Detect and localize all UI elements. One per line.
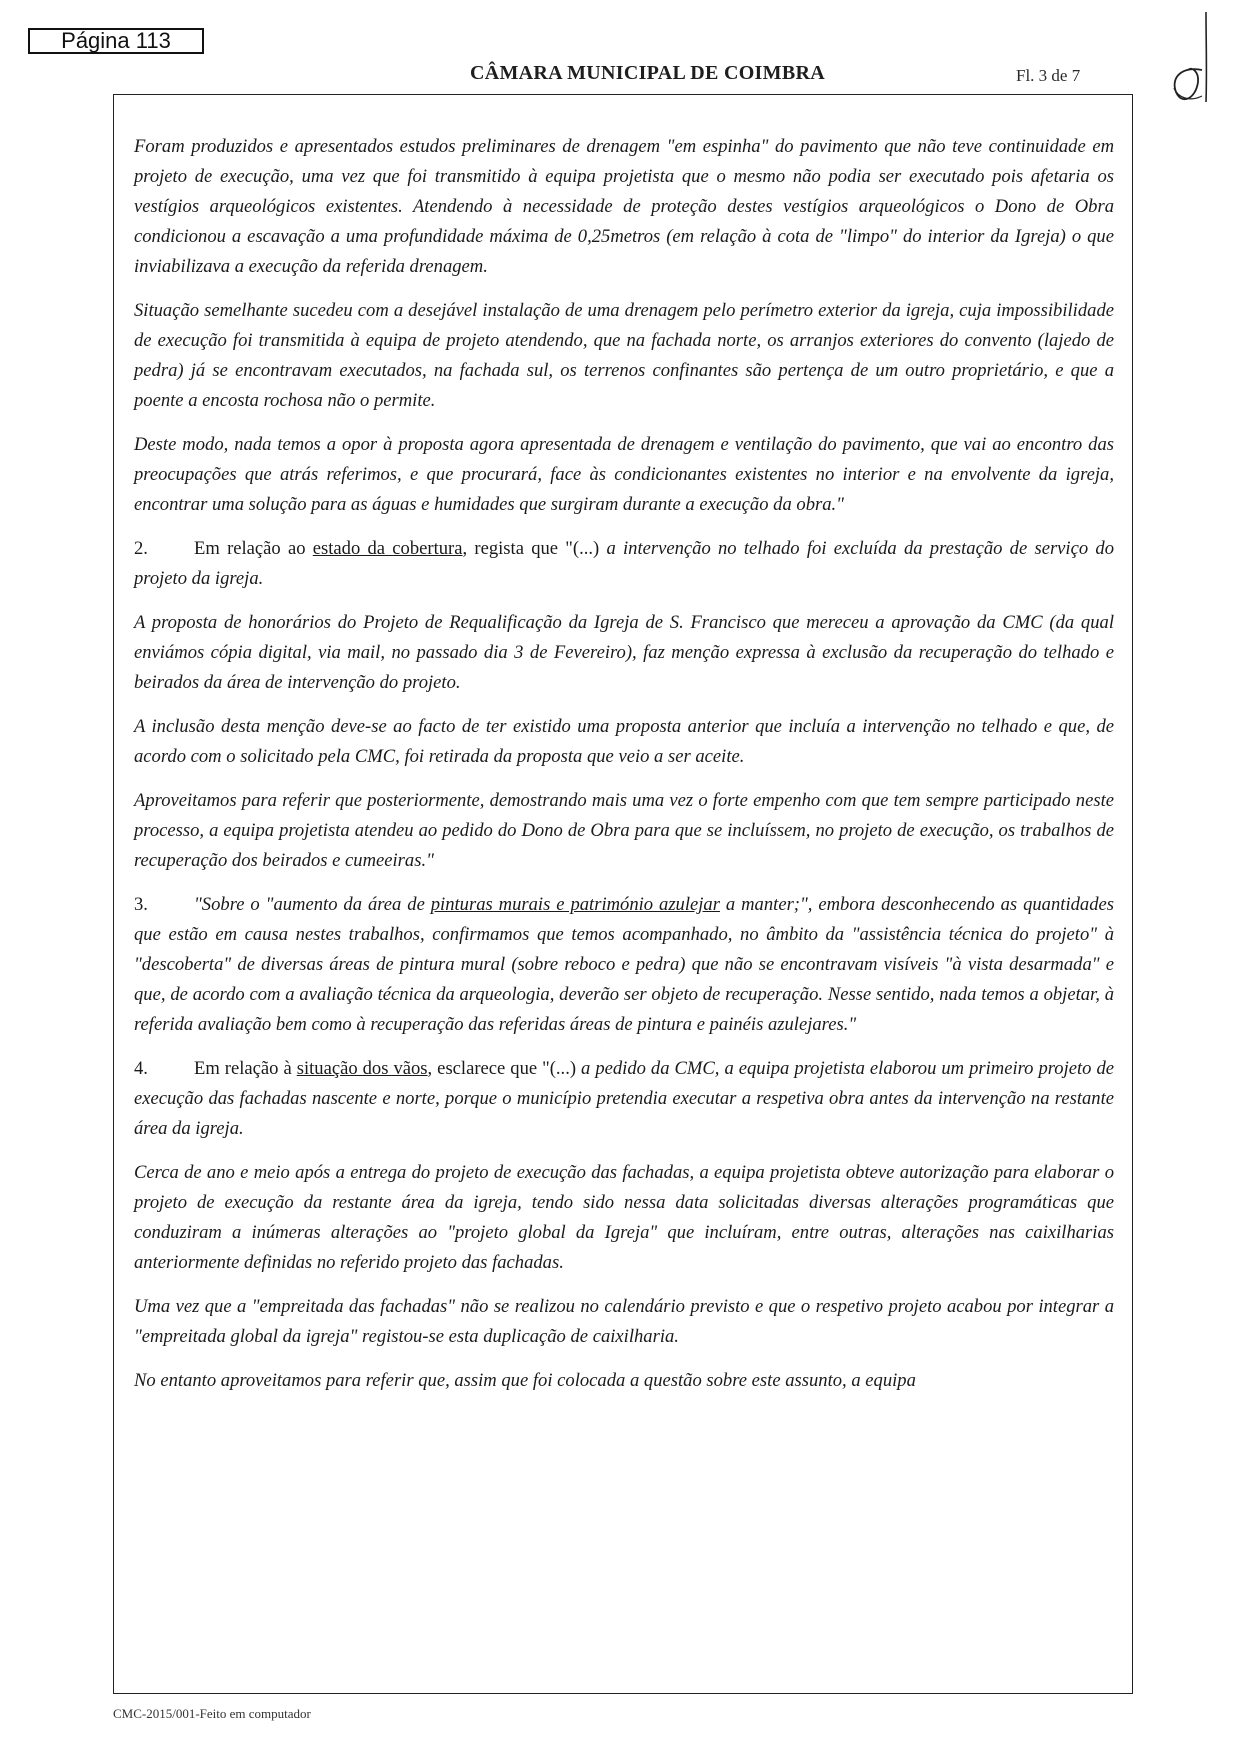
paragraph: No entanto aproveitamos para referir que, assim que foi colocada a questão sobre este assunto, a equipa — [134, 1370, 916, 1391]
paragraph: Uma vez que a "empreitada das fachadas" não se realizou no calendário previsto e que o respetivo projeto acabou por integrar a "empreitada global da igreja" registou-se esta duplicação de caixilharia. — [134, 1296, 1114, 1347]
item-number: 4. — [134, 1058, 148, 1079]
page-number-label: Página 113 — [28, 28, 204, 54]
paragraph: Foram produzidos e apresentados estudos preliminares de drenagem "em espinha" do pavimento que não teve continuidade em projeto de execução, uma vez que foi transmitido à equipa projetista que o mesmo não podia ser executado pois afetaria os vestígios arqueológicos existentes. Atendendo à necessidade de proteção destes vestígios arqueológicos o Dono de Obra condicionou a escavação a uma profundidade máxima de 0,25metros (em relação à cota de "limpo" do interior da Igreja) o que inviabilizava a execução da referida drenagem. — [134, 136, 1114, 277]
document-body — [134, 132, 1114, 1410]
paragraph: Deste modo, nada temos a opor à proposta agora apresentada de drenagem e ventilação do pavimento, que vai ao encontro das preocupações que atrás referimos, e que procurará, face às condicionantes existentes no interior e na envolvente da igreja, encontrar uma solução para as águas e humidades que surgiram durante a execução da obra." — [134, 434, 1114, 515]
footer-reference: CMC-2015/001-Feito em computador — [113, 1706, 311, 1721]
underlined-topic: estado da cobertura — [312, 538, 463, 559]
item-number: 3. — [134, 894, 148, 915]
item-number: 2. — [134, 538, 148, 559]
paragraph: A inclusão desta menção deve-se ao facto de ter existido uma proposta anterior que incluía a intervenção no telhado e que, de acordo com o solicitado pela CMC, foi retirada da proposta que veio a ser aceite. — [134, 716, 1114, 767]
paragraph: Situação semelhante sucedeu com a desejável instalação de uma drenagem pelo perímetro exterior da igreja, cuja impossibilidade de execução foi transmitida à equipa de projeto atendendo, que na fachada norte, os arranjos exteriores do convento (lajedo de pedra) já se encontravam executados, na fachada sul, os terrenos confinantes são pertença de um outro proprietário, e que a poente a encosta rochosa não o permite. — [134, 300, 1114, 411]
underlined-topic: situação dos vãos — [296, 1058, 428, 1079]
paragraph: A proposta de honorários do Projeto de Requalificação da Igreja de S. Francisco que mereceu a aprovação da CMC (da qual enviámos cópia digital, via mail, no passado dia 3 de Fevereiro), faz menção expressa à exclusão da recuperação do telhado e beirados da área de intervenção do projeto. — [134, 612, 1114, 693]
underlined-topic: pinturas murais e património azulejar — [430, 894, 720, 915]
paragraph: Aproveitamos para referir que posteriormente, demostrando mais uma vez o forte empenho com que tem sempre participado neste processo, a equipa projetista atendeu ao pedido do Dono de Obra para que se incluíssem, no projeto de execução, os trabalhos de recuperação dos beirados e cumeeiras." — [134, 790, 1114, 871]
numbered-item-2: 2. Em relação ao estado da cobertura, regista que "(...) a intervenção no telhado foi excluída da prestação de serviço do projeto da igreja. — [134, 534, 1114, 594]
numbered-item-4: 4. Em relação à situação dos vãos, esclarece que "(...) a pedido da CMC, a equipa projetista elaborou um primeiro projeto de execução das fachadas nascente e norte, porque o município pretendia executar a respetiva obra antes da intervenção na restante área da igreja. — [134, 1054, 1114, 1144]
paragraph: Cerca de ano e meio após a entrega do projeto de execução das fachadas, a equipa projetista obteve autorização para elaborar o projeto de execução da restante área da igreja, tendo sido nessa data solicitadas diversas alterações programáticas que conduziram a inúmeras alterações ao "projeto global da Igreja" que incluíram, entre outras, alterações nas caixilharias anteriormente definidas no referido projeto das fachadas. — [134, 1162, 1114, 1273]
document-header-title: CÂMARA MUNICIPAL DE COIMBRA — [470, 62, 825, 84]
folio-number: Fl. 3 de 7 — [1016, 66, 1081, 85]
numbered-item-3: 3. "Sobre o "aumento da área de pinturas murais e património azulejar a manter;", embora desconhecendo as quantidades que estão em causa nestes trabalhos, confirmamos que temos acompanhado, no âmbito da "assistência técnica do projeto" à "descoberta" de diversas áreas de pintura mural (sobre reboco e pedra) que não se encontravam visíveis "à vista desarmada" e que, de acordo com a avaliação técnica da arqueologia, deverão ser objeto de recuperação. Nesse sentido, nada temos a objetar, à referida avaliação bem como à recuperação das referidas áreas de pintura e painéis azulejares." — [134, 890, 1114, 1040]
handwritten-initials-signature — [1162, 10, 1222, 110]
